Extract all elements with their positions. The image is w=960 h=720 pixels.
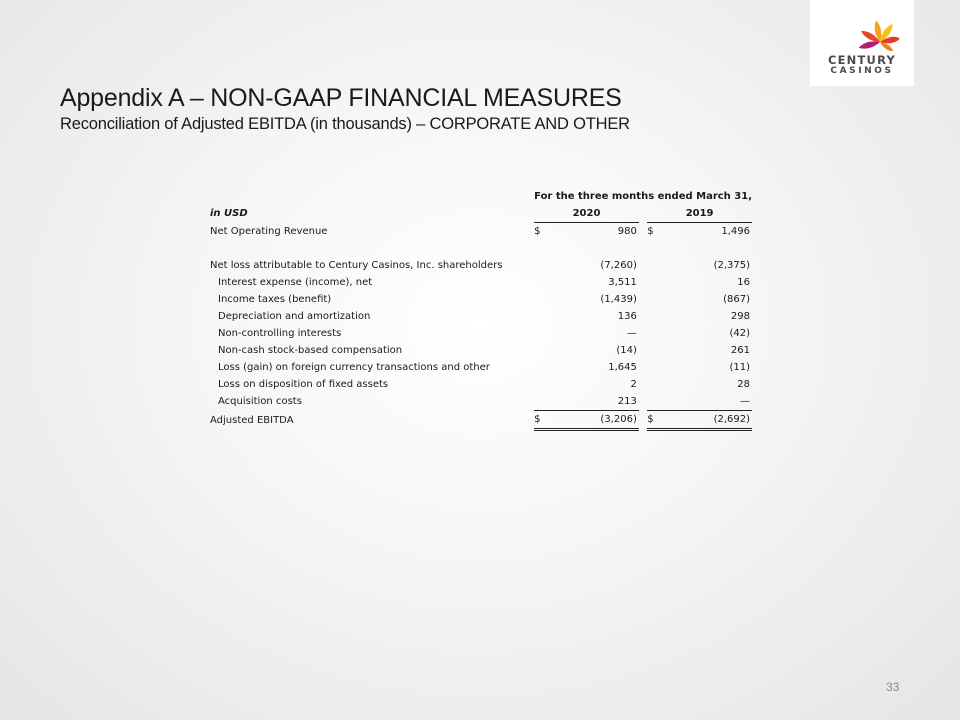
value-2020: (1,439) bbox=[600, 294, 637, 305]
table-row bbox=[206, 308, 752, 325]
slide-title: Appendix A – NON-GAAP FINANCIAL MEASURES bbox=[60, 84, 622, 112]
table-period-header-row bbox=[206, 188, 752, 205]
value-2019: (2,692) bbox=[662, 411, 752, 430]
row-label: Loss on disposition of fixed assets bbox=[218, 379, 389, 390]
spacer-row bbox=[206, 240, 752, 257]
value-2020: 980 bbox=[617, 226, 637, 237]
page-number: 33 bbox=[886, 680, 900, 694]
total-row bbox=[206, 411, 752, 430]
currency-symbol: $ bbox=[534, 226, 541, 237]
century-casinos-logo bbox=[810, 0, 914, 86]
table-year-header-row bbox=[206, 205, 752, 223]
year-header-2020: 2020 bbox=[534, 205, 639, 223]
table-row bbox=[206, 359, 752, 376]
table-row bbox=[206, 291, 752, 308]
table-row bbox=[206, 223, 752, 241]
value-2019: (11) bbox=[729, 362, 750, 373]
row-label: Interest expense (income), net bbox=[218, 277, 373, 288]
value-2019: 298 bbox=[730, 311, 750, 322]
value-2019: (867) bbox=[723, 294, 750, 305]
table-row bbox=[206, 376, 752, 393]
table-row bbox=[206, 393, 752, 411]
year-header-2019: 2019 bbox=[647, 205, 752, 223]
value-2019: (42) bbox=[729, 328, 750, 339]
logo-wordmark-casinos: CASINOS bbox=[830, 66, 894, 76]
value-2019: 261 bbox=[730, 345, 750, 356]
currency-symbol: $ bbox=[647, 226, 654, 237]
value-2020: 1,645 bbox=[608, 362, 637, 373]
row-label: Non-cash stock-based compensation bbox=[218, 345, 403, 356]
row-label: Acquisition costs bbox=[218, 396, 302, 408]
row-label: Non-controlling interests bbox=[218, 328, 342, 339]
value-2020: 3,511 bbox=[608, 277, 637, 288]
currency-symbol: $ bbox=[534, 411, 549, 430]
value-2019: (2,375) bbox=[713, 260, 750, 271]
ebitda-reconciliation-table bbox=[206, 188, 752, 431]
value-2020: (3,206) bbox=[549, 411, 639, 430]
currency-symbol: $ bbox=[647, 411, 662, 430]
logo-wordmark-century: CENTURY bbox=[827, 53, 897, 67]
value-2020: 136 bbox=[617, 311, 637, 322]
value-2019: 28 bbox=[737, 379, 750, 390]
period-header: For the three months ended March 31, bbox=[534, 191, 752, 202]
value-2019: 1,496 bbox=[721, 226, 750, 237]
value-2020: 213 bbox=[617, 396, 637, 407]
table-row bbox=[206, 342, 752, 359]
value-2020: — bbox=[626, 328, 637, 339]
row-label: Depreciation and amortization bbox=[218, 311, 371, 322]
unit-label: in USD bbox=[210, 208, 248, 220]
row-label: Net Operating Revenue bbox=[210, 225, 328, 237]
row-label: Adjusted EBITDA bbox=[210, 414, 294, 426]
table-row bbox=[206, 325, 752, 342]
value-2019: — bbox=[740, 396, 750, 407]
value-2020: (14) bbox=[616, 345, 637, 356]
value-2020: 2 bbox=[630, 379, 637, 390]
row-label: Net loss attributable to Century Casinos, Inc. shareholders bbox=[210, 260, 503, 271]
table-row bbox=[206, 274, 752, 291]
value-2019: 16 bbox=[737, 277, 750, 288]
table-row bbox=[206, 257, 752, 274]
row-label: Loss (gain) on foreign currency transactions and other bbox=[218, 362, 490, 373]
pinwheel-logo-icon bbox=[810, 0, 914, 56]
row-label: Income taxes (benefit) bbox=[218, 294, 332, 305]
slide-subtitle: Reconciliation of Adjusted EBITDA (in thousands) – CORPORATE AND OTHER bbox=[60, 115, 630, 133]
value-2020: (7,260) bbox=[600, 260, 637, 271]
